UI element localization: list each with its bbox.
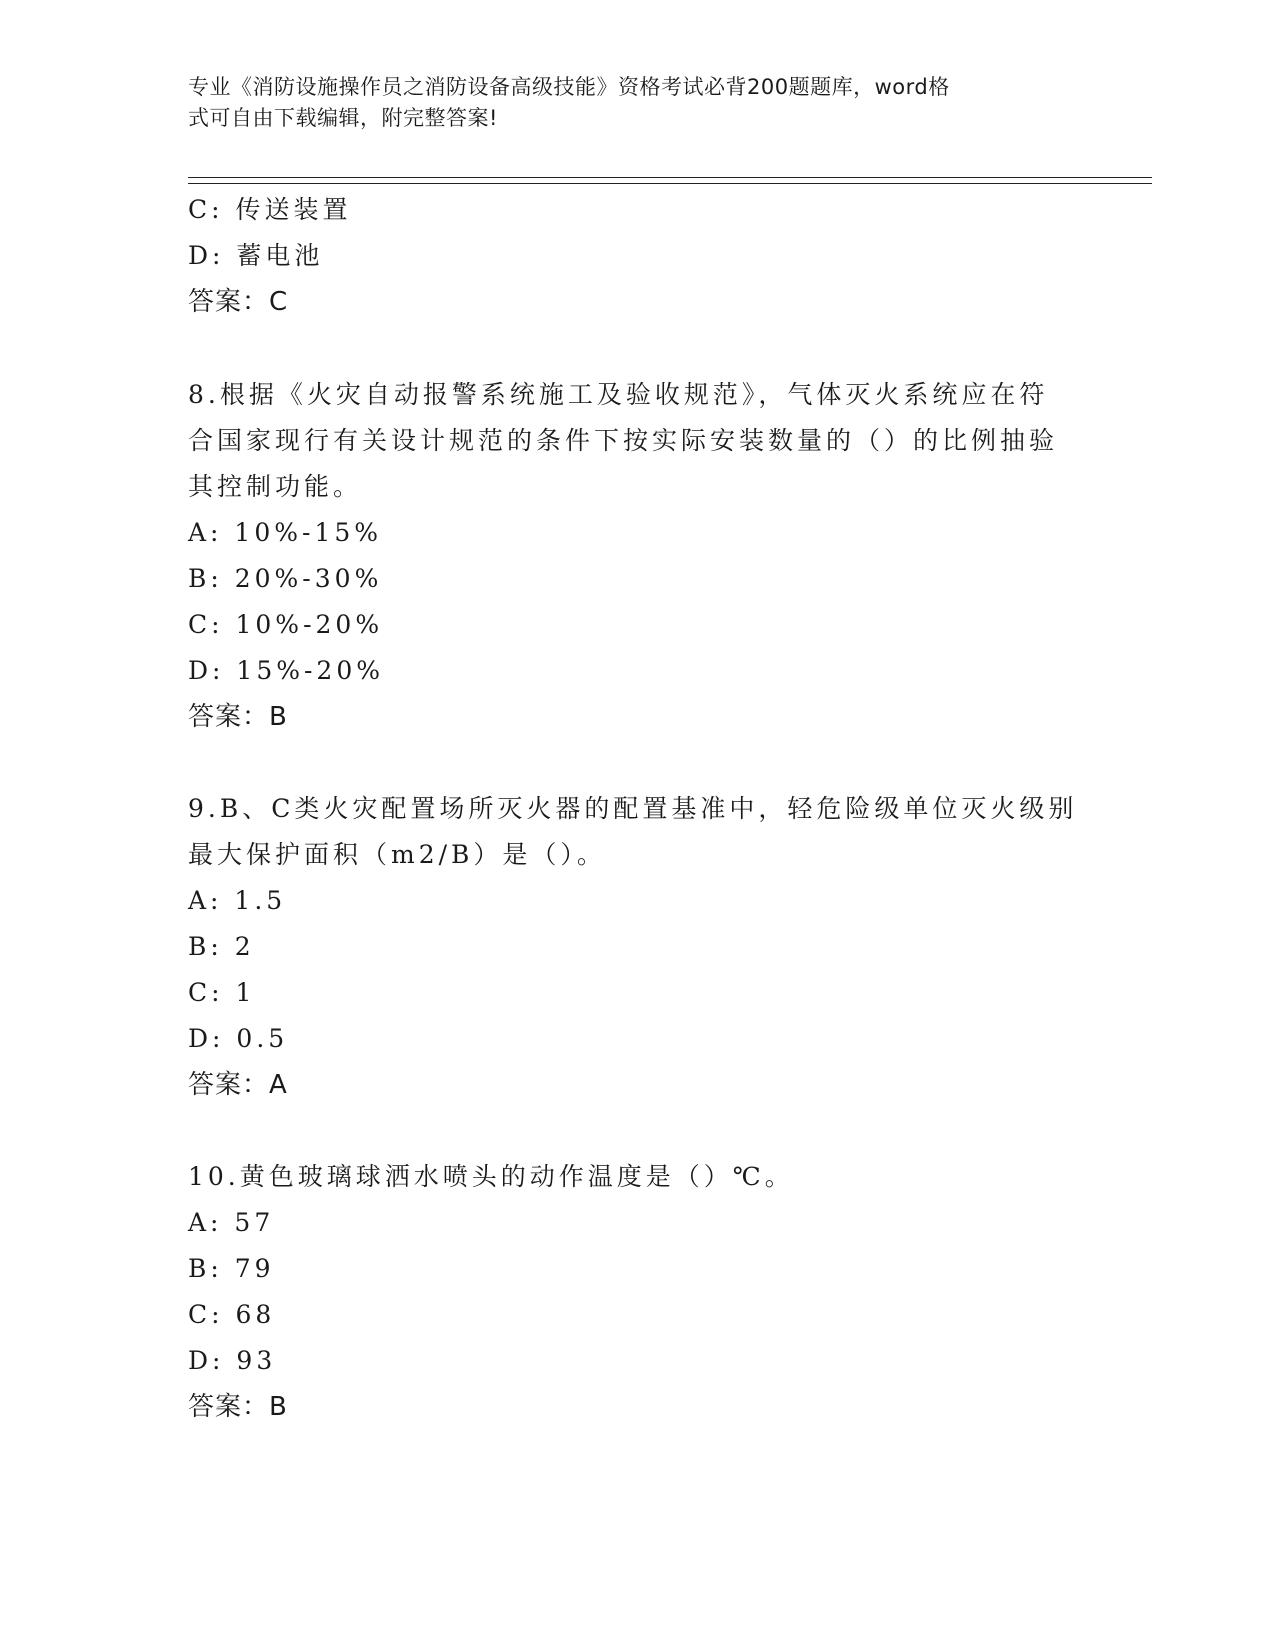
q10-answer: 答案：B <box>188 1392 288 1422</box>
q9-answer: 答案：A <box>188 1070 288 1100</box>
q10-stem-line-1: 10.黄色玻璃球洒水喷头的动作温度是（）℃。 <box>188 1162 794 1191</box>
document-header <box>188 72 1068 134</box>
q9-option-a: A: 1.5 <box>188 886 287 915</box>
q8-stem-line-2: 合国家现行有关设计规范的条件下按实际安装数量的（）的比例抽验 <box>188 426 1059 455</box>
q9-option-b: B: 2 <box>188 932 255 961</box>
q9-option-d: D: 0.5 <box>188 1024 289 1053</box>
q8-option-d: D: 15%-20% <box>188 656 384 685</box>
q8-option-a: A: 10%-15% <box>188 518 383 547</box>
q7-option-c: C: 传送装置 <box>188 195 352 224</box>
q10-option-a: A: 57 <box>188 1208 275 1237</box>
q10-option-c: C: 68 <box>188 1300 276 1329</box>
q9-stem-line-2: 最大保护面积（m2/B）是（）。 <box>188 840 606 869</box>
q9-stem-line-1: 9.B、C类火灾配置场所灭火器的配置基准中，轻危险级单位灭火级别 <box>188 794 1078 823</box>
q10-option-d: D: 93 <box>188 1346 277 1375</box>
q8-answer: 答案：B <box>188 702 288 732</box>
q8-option-b: B: 20%-30% <box>188 564 383 593</box>
q7-answer: 答案：C <box>188 287 289 317</box>
q10-option-b: B: 79 <box>188 1254 275 1283</box>
header-rule-top <box>188 177 1152 178</box>
header-title-line-1: 专业《消防设施操作员之消防设备高级技能》资格考试必背200题题库，word格 <box>188 75 950 99</box>
q8-stem-line-1: 8.根据《火灾自动报警系统施工及验收规范》，气体灭火系统应在符 <box>188 380 1049 409</box>
header-title-line-2: 式可自由下载编辑，附完整答案! <box>188 106 498 130</box>
q8-option-c: C: 10%-20% <box>188 610 384 639</box>
q8-stem-line-3: 其控制功能。 <box>188 472 363 501</box>
q7-option-d: D: 蓄电池 <box>188 241 324 270</box>
header-rule-bottom <box>188 183 1152 184</box>
q9-option-c: C: 1 <box>188 978 256 1007</box>
